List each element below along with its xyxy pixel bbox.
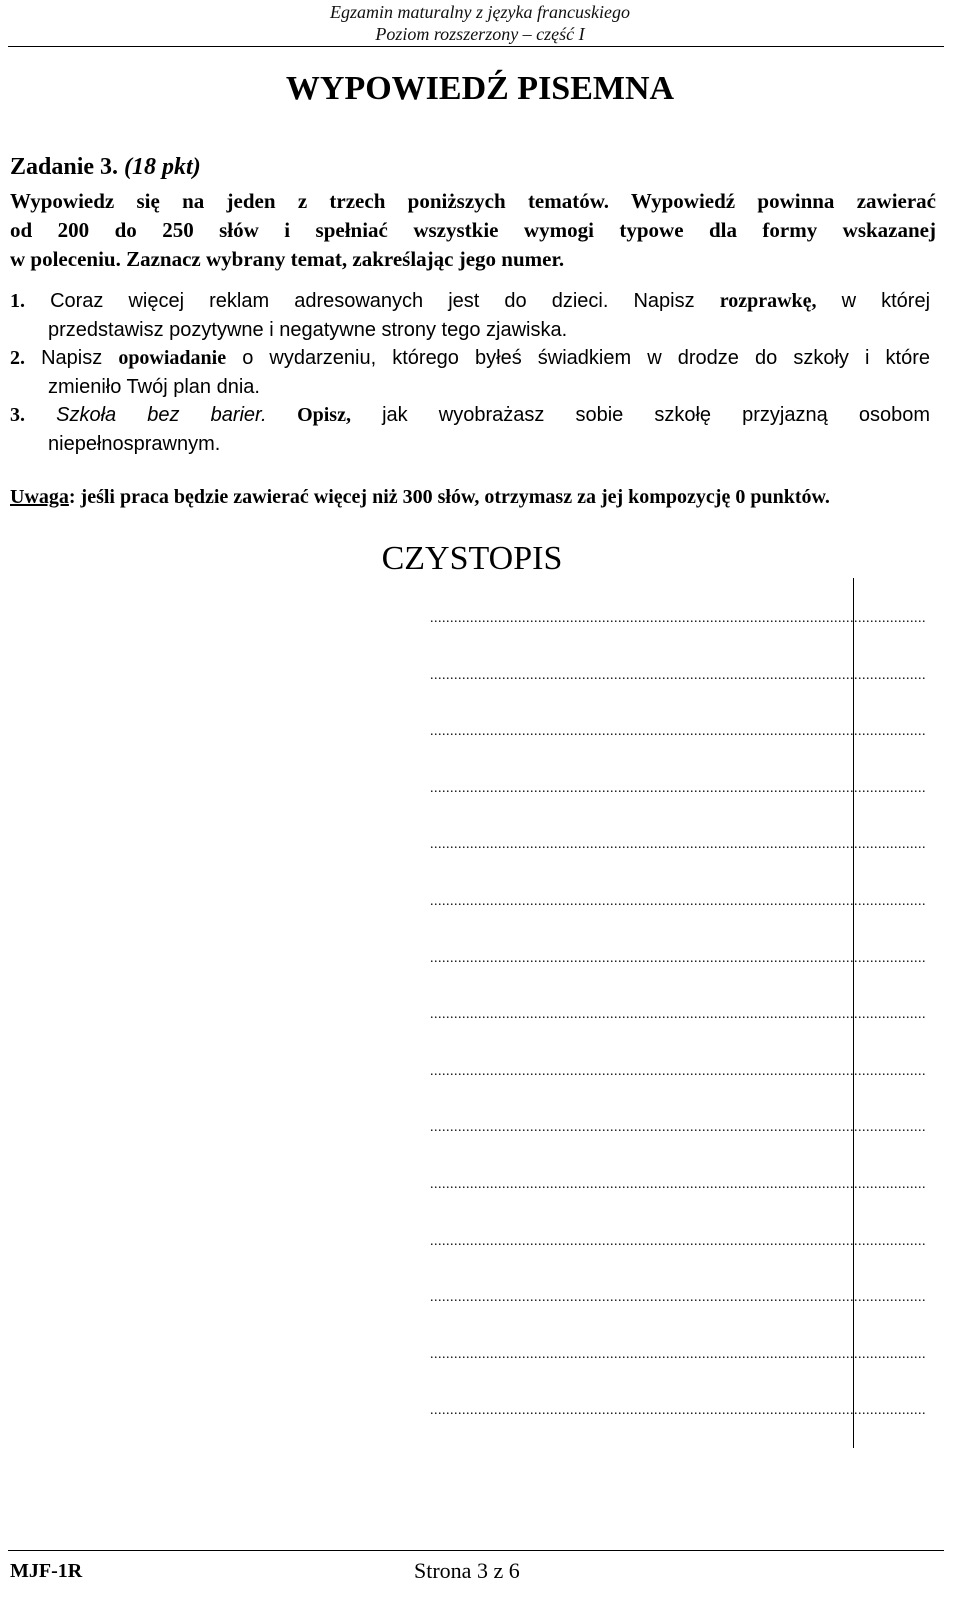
page-number: Strona 3 z 6 [414,1558,520,1583]
topic-1-line-1 [10,287,930,316]
writing-line[interactable]: ............................................................................................................................ [430,1233,926,1249]
intro-line-1: Wypowiedz się na jeden z trzech poniższych tematów. Wypowiedź powinna zawierać [10,189,936,213]
task-heading [10,154,201,181]
topic-3-line-1 [10,401,930,430]
topic-2-text-a: Napisz [41,347,119,369]
writing-line[interactable]: ............................................................................................................................ [430,667,926,683]
writing-line[interactable]: ............................................................................................................................ [430,724,926,740]
writing-line[interactable]: ............................................................................................................................ [430,1177,926,1192]
warning-label: Uwaga [10,486,69,508]
writing-line[interactable]: ............................................................................................................................ [430,1290,926,1306]
topic-3-keyword: Opisz, [266,404,351,426]
exam-code: MJF-1R [10,1560,83,1582]
topic-1-number[interactable]: 1. [10,290,25,312]
warning-text: : jeśli praca będzie zawierać więcej niż 300 słów, otrzymasz za jej kompozycję 0 punktów. [68,486,830,508]
intro-line-3: w poleceniu. Zaznacz wybrany temat, zakreślając jego numer. [10,247,565,271]
writing-line[interactable]: ............................................................................................................................ [430,1063,926,1079]
topic-1-text-a: Coraz więcej reklam adresowanych jest do dzieci. Napisz [50,290,720,312]
topic-2-text-b: o wydarzeniu, którego byłeś świadkiem w drodze do szkoły i które [226,347,930,369]
warning-note [10,486,830,509]
writing-line[interactable]: ............................................................................................................................ [430,837,926,853]
topic-2-keyword: opowiadanie [118,347,227,369]
writing-line[interactable]: ............................................................................................................................ [430,611,926,626]
topic-2[interactable] [10,344,930,402]
writing-line[interactable]: ............................................................................................................................ [430,1403,926,1419]
topic-1-text-b: w której [816,290,931,312]
writing-line[interactable]: ............................................................................................................................ [430,950,926,966]
topic-3[interactable] [10,401,930,459]
topic-3-text-b: jak wyobrażasz sobie szkołę przyjazną osobom [350,404,930,426]
header-divider [8,46,944,47]
topic-1-keyword: rozprawkę, [719,290,817,312]
topic-2-line-2: zmieniło Twój plan dnia. [48,376,260,398]
topic-2-line-1 [10,344,930,373]
intro-line-2: od 200 do 250 słów i spełniać wszystkie wymogi typowe dla formy wskazanej [10,218,936,242]
task-points: (18 pkt) [124,154,201,180]
topic-3-title: Szkoła bez barier. [56,404,267,426]
topic-3-number[interactable]: 3. [10,404,25,426]
section-title: WYPOWIEDŹ PISEMNA [285,70,675,107]
footer-divider [8,1550,944,1551]
topic-2-number[interactable]: 2. [10,347,25,369]
writing-line[interactable]: ............................................................................................................................ [430,1120,926,1136]
writing-line[interactable]: ............................................................................................................................ [430,894,926,909]
writing-line[interactable]: ............................................................................................................................ [430,780,926,796]
writing-line[interactable]: ............................................................................................................................ [430,1346,926,1362]
task-instructions [10,187,936,274]
header-exam-level: Poziom rozszerzony – część I [375,24,585,44]
topic-1-line-2: przedstawisz pozytywne i negatywne strony tego zjawiska. [48,319,568,341]
writing-line[interactable]: ............................................................................................................................ [430,1007,926,1023]
clean-copy-title: CZYSTOPIS [381,540,563,577]
topic-1[interactable] [10,287,930,345]
task-label: Zadanie 3. [10,154,119,180]
topic-3-line-2: niepełnosprawnym. [48,433,221,455]
header-exam-title: Egzamin maturalny z języka francuskiego [330,2,630,22]
